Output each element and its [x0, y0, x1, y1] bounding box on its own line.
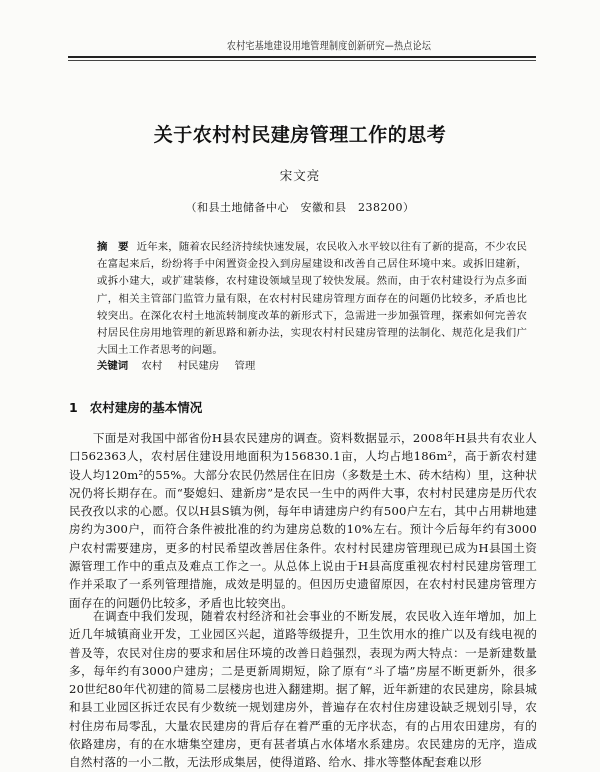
- abstract-text: 近年来，随着农民经济持续快速发展，农民收入水平较以往有了新的提高，不少农民在富起来后，纷纷将手中闲置资金投入到房屋建设和改善自己居住环境中来。或拆旧建新，或拆小建大，或扩建装修，农村建设领域呈现了较快发展。然而，由于农村建设行为点多面广，相关主管部门监管力量有限，在农村村民建房管理方面存在的问题仍比较多，矛盾也比较突出。在深化农村土地流转制度改革的新形式下，急需进一步加强管理，探索如何完善农村居民住房用地管理的新思路和新办法，实现农村村民建房管理的法制化、规范化是我们广大国土工作者思考的问题。: [97, 241, 527, 357]
- paper-title: 关于农村村民建房管理工作的思考: [153, 124, 447, 146]
- running-header: 农村宅基地建设用地管理制度创新研究—热点论坛: [226, 40, 432, 52]
- section-title: 农村建房的基本情况: [89, 400, 203, 415]
- author-name: 宋文亮: [279, 168, 321, 183]
- keyword-item: 农村: [141, 360, 163, 372]
- abstract-label: 摘 要: [97, 241, 129, 253]
- body-paragraph-2: 在调查中我们发现，随着农村经济和社会事业的不断发展，农民收入连年增加，加上近几年城镇商业开发，工业园区兴起，道路等级提升，卫生饮用水的推广以及有线电视的普及等，农民对住房的要求和居住环境的改善日趋强烈，表现为两大特点：一是新建数量多，每年约有3000户建房；二是更新周期短，除了原有“斗了墙”房屋不断更新外，很多20世纪80年代初建的简易二层楼房也进入翻建期。据了解，近年新建的农民建房，除县城和县工业园区拆迁农民有少数统一规划建房外，普遍存在农村住房建设缺乏规划引导，农村住房布局零乱，大量农民建房的背后存在着严重的无序状态，有的占用农田建房，有的依路建房，有的在水塘集空建房，更有甚者填占水体堵水系建房。农民建房的无序，造成自然村落的一小二散，无法形成集居，使得道路、给水、排水等整体配套难以形: [69, 609, 537, 770]
- section-heading: [69, 398, 202, 416]
- body-paragraph-1: 下面是对我国中部省份H县农民建房的调查。资料数据显示，2008年H县共有农业人口562363人，农村居住建设用地面积为156830.1亩，人均占地186m²，高于新农村建设人均120m²的55%。大部分农民仍然居住在旧房（多数是土木、砖木结构）里，这种状况仍将长期存在。而“娶媳妇、建新房”是农民一生中的两件大事，农村村民建房是历代农民孜孜以求的心愿。仅以H县S镇为例，每年申请建房户约有500户左右，其中占用耕地建房约为300户，而符合条件被批准的约为建房总数的10%左右。预计今后每年约有3000户农村需要建房，更多的村民希望改善居住条件。农村村民建房管理现已成为H县国土资源管理工作中的重点及难点工作之一。从总体上说由于H县高度重视农村村民建房管理工作并采取了一系列管理措施，成效是明显的。但因历史遗留原因，在农村村民建房管理方面存在的问题仍比较多，矛盾也比较突出。: [69, 431, 537, 610]
- keyword-item: 管理: [234, 360, 256, 372]
- header-rule-thin: [68, 60, 536, 61]
- abstract-block: [97, 239, 527, 359]
- section-number: 1: [69, 400, 78, 415]
- keyword-item: 村民建房: [177, 360, 220, 372]
- keywords-label: 关键词: [97, 360, 129, 372]
- header-rule: [68, 56, 536, 58]
- author-affiliation: （和县土地储备中心 安徽和县 238200）: [185, 201, 415, 214]
- keywords-block: [97, 357, 527, 372]
